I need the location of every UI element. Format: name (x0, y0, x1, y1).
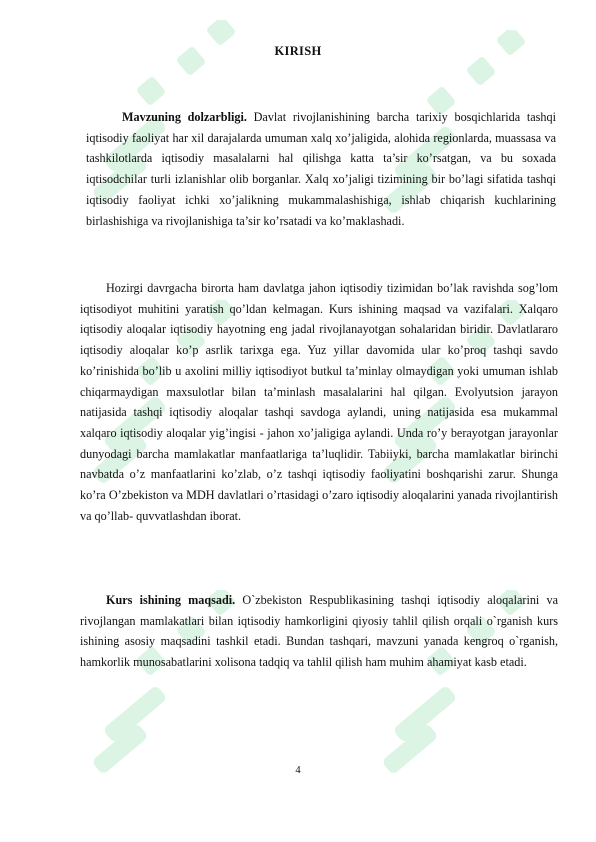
paragraph-lead-goal: Kurs ishining maqsadi. (106, 593, 236, 607)
paragraph-lead-relevance: Mavzuning dolzarbligi. (122, 110, 247, 124)
page-title: KIRISH (274, 44, 322, 58)
paragraph-body-goal: O`zbekiston Respublikasining tashqi iqtisodiy aloqalarini va rivojlangan mamlakatlari bilan iqtisodiy hamkorligini qiyosiy tahlil qilish orqali o`rganish kurs ishining asosiy maqsadini tashkil etadi. Bundan tashqari, mavzuni yanada kengroq o`rganish, hamkorlik munosabatlarini xolisona tadqiq va tahlil qilish ham muhim ahamiyat kasb etadi. (80, 593, 559, 670)
paragraph-context (80, 278, 558, 526)
paragraph-goal (80, 590, 558, 673)
paragraph-relevance (86, 107, 556, 231)
paragraph-body-context: Hozirgi davrgacha birorta ham davlatga jahon iqtisodiy tizimidan bo’lak ravishda sog’lom iqtisodiyot muhitini yaratish qo’ldan kelmagan. Kurs ishining maqsad va vazifalari. Xalqaro iqtisodiy aloqalar iqtisodiy hayotning eng jadal rivojlanayotgan sohalaridan biridir. Davlatlararo iqtisodiy aloqalar ko’p asrlik tarixga ega. Yuz yillar davomida ular ko’proq tashqi savdo ko’rinishida bo’lib u axolini milliy iqtisodiyot butkul ta’minlay olmaydigan yoki umuman ishlab chiqarmaydigan maxsulotlar bilan ta’minlash masalalarini hal qilgan. Evolyutsion jarayon natijasida tashqi iqtisodiy aloqalar tashqi savdoga aylandi, uning natijasida esa mukammal xalqaro iqtisodiy aloqalar yig’ingisi - jahon xo’jaligiga aylandi. Unda ro’y berayotgan jarayonlar dunyodagi barcha mamlakatlar manfaatlariga ta’luqlidir. Tabiiyki, barcha mamlakatlar birinchi navbatda o’z manfaatlarini ko’zlab, o’z tashqi iqtisodiy faoliyatini boshqarishi zarur. Shunga ko’ra O’zbekiston va MDH davlatlari o’rtasidagi o’zaro iqtisodiy aloqalarini yanada rivojlantirish va qo’llab- quvvatlashdan iborat. (80, 281, 558, 523)
page-number: 4 (295, 765, 301, 776)
paragraph-body-relevance: Davlat rivojlanishining barcha tarixiy bosqichlarida tashqi iqtisodiy faoliyat har xil darajalarda umuman xalq xo’jaligida, alohida regionlarda, muassasa va tashkilotlarda iqtisodiy masalalarni hal qilishga katta ta’sir ko’rsatgan, va bu soxada iqtisodchilar turli izlanishlar olib borganlar. Xalq xo’jaligi tizimining bir bo’lagi sifatida tashqi iqtisodiy faoliyat ichki xo’jalikning mukammalashishiga, ishlab chiqarish kuchlarining birlashishiga va rivojlanishiga ta’sir ko’rsatadi va ko’maklashadi. (86, 110, 556, 228)
